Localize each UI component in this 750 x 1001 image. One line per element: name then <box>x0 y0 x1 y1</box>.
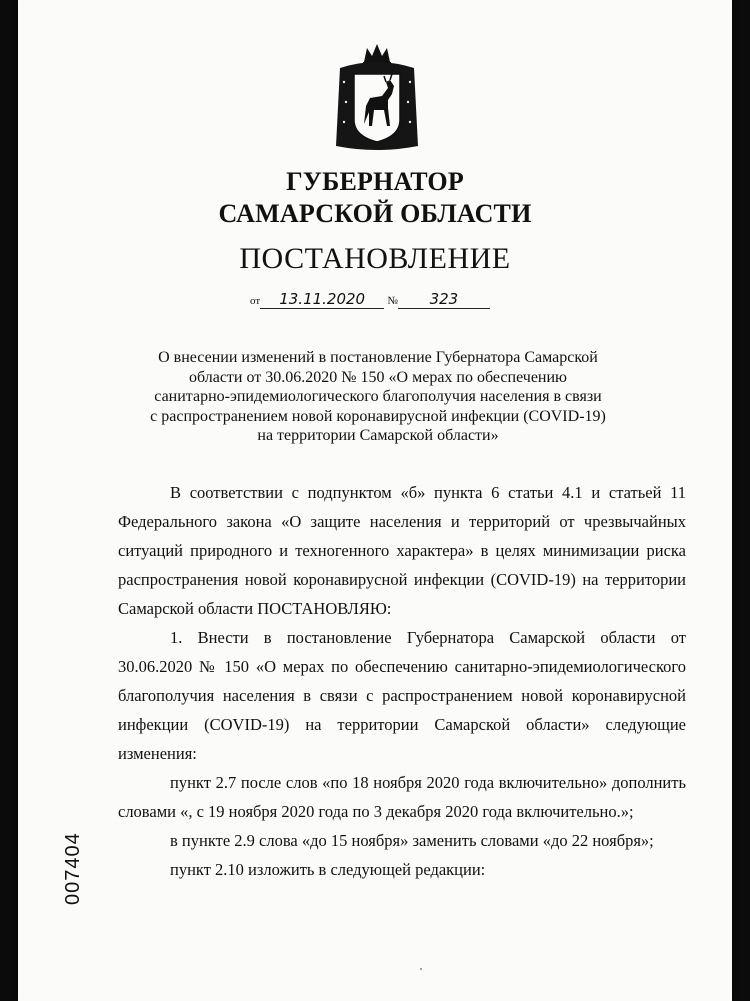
subject-line: с распространением новой коронавирусной инфекции (COVID-19) <box>150 407 606 425</box>
document-page <box>18 0 732 1001</box>
number-label: № <box>387 295 398 307</box>
date-number-line <box>250 290 490 309</box>
subject-line: на территории Самарской области» <box>257 427 499 444</box>
body-paragraph: в пункте 2.9 слова «до 15 ноября» заменить словами «до 22 ноября»; <box>170 831 654 850</box>
issuer-title-line2: САМАРСКОЙ ОБЛАСТИ <box>218 199 532 228</box>
body-paragraph: В соответствии с подпунктом «б» пункта 6 статьи 4.1 и статьей 11 Федерального закона «О защите населения и территорий от чрезвычайных ситуаций природного и техногенного характера» в целях минимизации риска распространения новой коронавирусной инфекции (COVID-19) на территории Самарской области ПОСТАНОВЛЯЮ: <box>118 483 686 618</box>
date-value: 13.11.2020 <box>260 290 384 309</box>
subject-line: санитарно-эпидемиологического благополучия населения в связи <box>154 388 602 405</box>
number-value: 323 <box>398 290 490 309</box>
document-subject <box>128 348 628 446</box>
subject-line: О внесении изменений в постановление Губернатора Самарской <box>158 349 598 366</box>
document-type: ПОСТАНОВЛЕНИЕ <box>239 242 511 275</box>
date-label: от <box>250 295 261 307</box>
body-paragraph: 1. Внести в постановление Губернатора Самарской области от 30.06.2020 № 150 «О мерах по обеспечению санитарно-эпидемиологического благополучия населения в связи с распространением новой коронавирусной инфекции (COVID-19) на территории Самарской области» следующие изменения: <box>118 628 686 763</box>
side-serial-number: 007404 <box>62 832 84 905</box>
body-paragraph: пункт 2.7 после слов «по 18 ноября 2020 года включительно» дополнить словами «, с 19 ноября 2020 года по 3 декабря 2020 года включительно.»; <box>118 773 686 821</box>
subject-line: области от 30.06.2020 № 150 «О мерах по обеспечению <box>189 368 567 386</box>
document-body <box>118 478 686 884</box>
body-paragraph: пункт 2.10 изложить в следующей редакции: <box>170 860 486 879</box>
samara-coat-of-arms-icon <box>334 42 420 154</box>
page-speck <box>420 968 422 970</box>
issuer-title-line1: ГУБЕРНАТОР <box>286 167 464 196</box>
